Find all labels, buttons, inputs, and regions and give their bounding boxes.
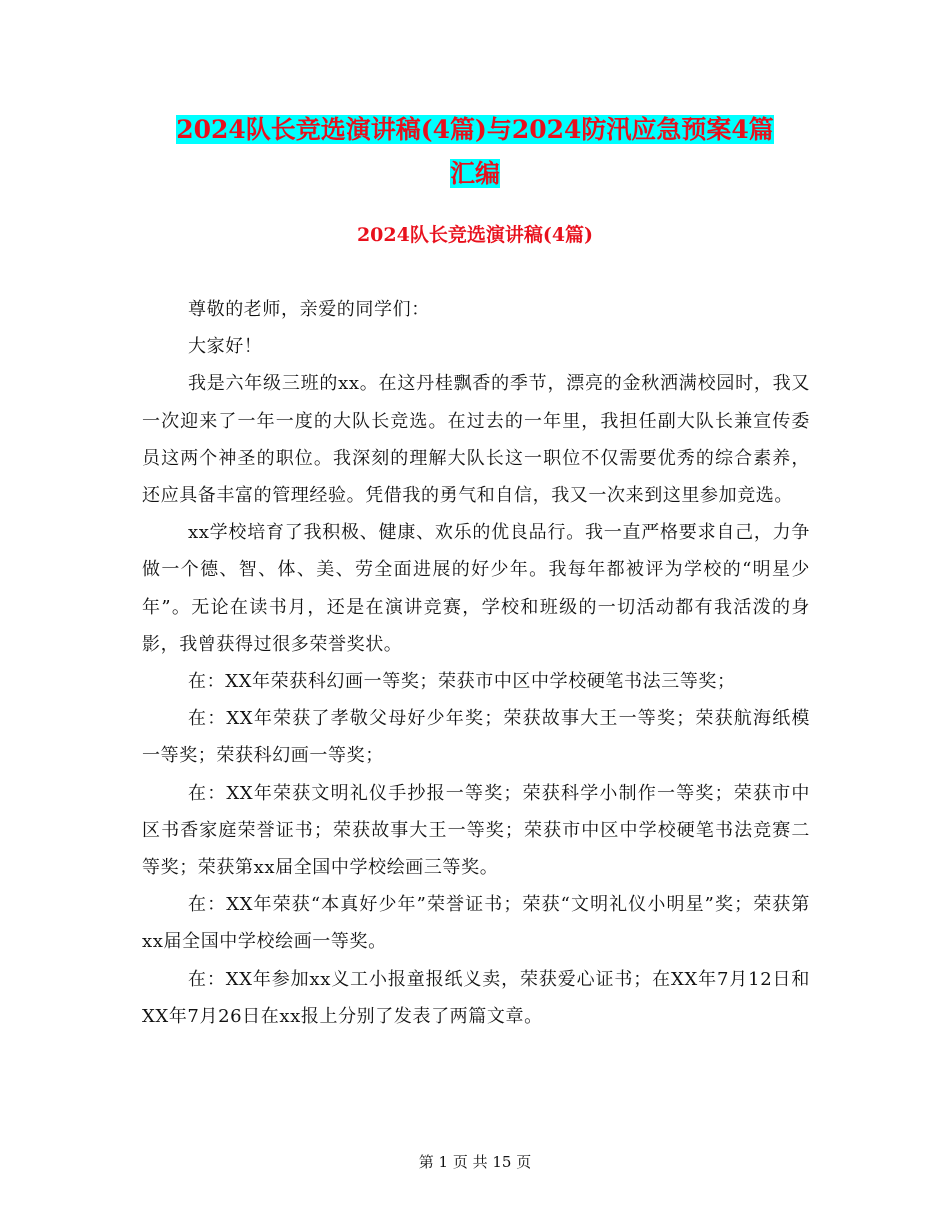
document-title-line-2 (140, 154, 810, 194)
paragraph-award-year-3: 在：XX年荣获文明礼仪手抄报一等奖；荣获科学小制作一等奖；荣获市中区书香家庭荣誉证书；荣获故事大王一等奖；荣获市中区中学校硬笔书法竞赛二等奖；荣获第xx届全国中学校绘画三等奖。 (142, 782, 810, 879)
paragraph-award-year-4: 在：XX年荣获“本真好少年”荣誉证书；荣获“文明礼仪小明星”奖；荣获第xx届全国中学校绘画一等奖。 (142, 894, 810, 953)
section-title: 2024队长竞选演讲稿(4篇) (356, 224, 594, 246)
paragraph-greeting: 大家好！ (188, 336, 263, 358)
paragraph-award-year-2: 在：XX年荣获了孝敬父母好少年奖；荣获故事大王一等奖；荣获航海纸模一等奖；荣获科幻画一等奖； (142, 708, 810, 767)
document-title-text-2: 汇编 (449, 159, 500, 188)
paragraph-award-year-5: 在：XX年参加xx义工小报童报纸义卖，荣获爱心证书；在XX年7月12日和XX年7月26日在xx报上分别了发表了两篇文章。 (142, 968, 810, 1027)
page-footer: 第 1 页 共 15 页 (418, 1153, 532, 1171)
paragraph-school-character: xx学校培育了我积极、健康、欢乐的优良品行。我一直严格要求自己，力争做一个德、智、体、美、劳全面进展的好少年。我每年都被评为学校的“明星少年”。无论在读书月，还是在演讲竞赛，学校和班级的一切活动都有我活泼的身影，我曾获得过很多荣誉奖状。 (142, 522, 810, 655)
paragraph-salutation: 尊敬的老师，亲爱的同学们： (188, 299, 430, 320)
document-body (142, 291, 810, 1035)
document-title-line-1 (140, 110, 810, 150)
paragraph-introduction: 我是六年级三班的xx。在这丹桂飘香的季节，漂亮的金秋洒满校园时，我又一次迎来了一年一度的大队长竞选。在过去的一年里，我担任副大队长兼宣传委员这两个神圣的职位。我深刻的理解大队长这一职位不仅需要优秀的综合素养，还应具备丰富的管理经验。凭借我的勇气和自信，我又一次来到这里参加竞选。 (142, 373, 810, 507)
document-title-text-1: 2024队长竞选演讲稿(4篇)与2024防汛应急预案4篇 (176, 115, 774, 144)
paragraph-award-year-1: 在：XX年荣获科幻画一等奖；荣获市中区中学校硬笔书法三等奖； (188, 671, 736, 693)
